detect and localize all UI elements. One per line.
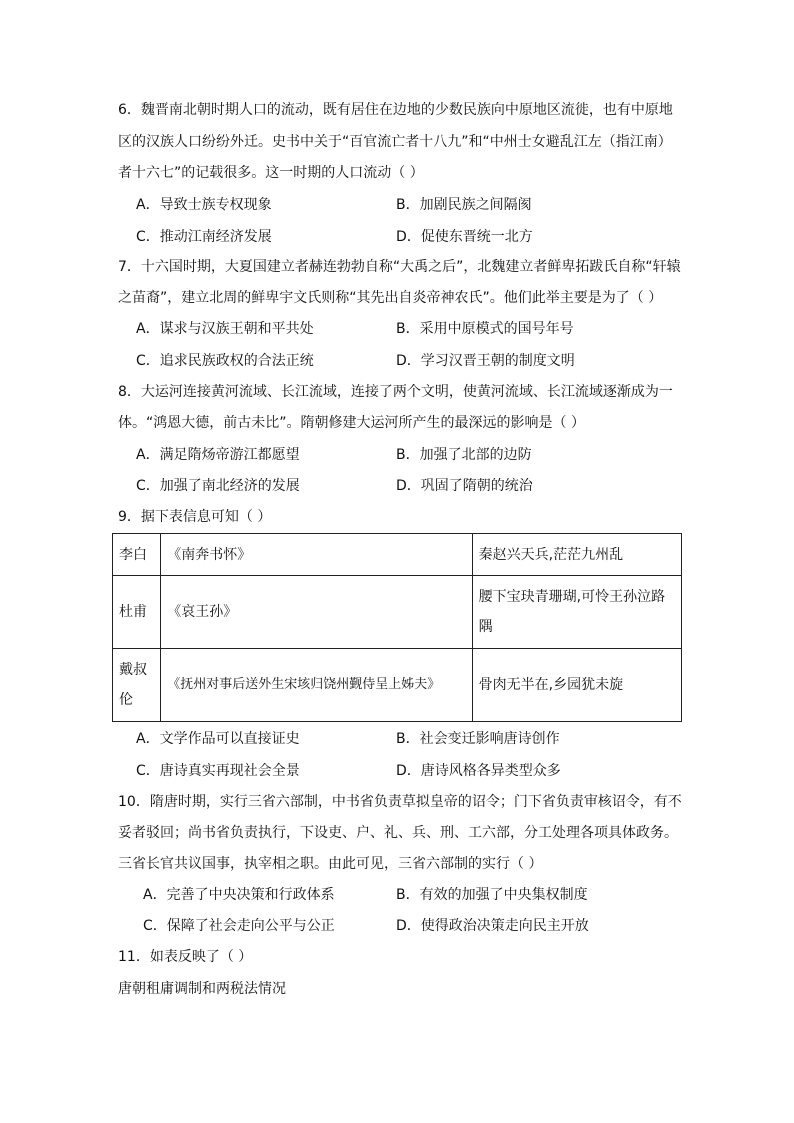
q8-option-d[interactable]: D．巩固了隋朝的统治 (396, 478, 533, 494)
q8-option-a[interactable]: A．满足隋炀帝游江都愿望 (136, 447, 300, 463)
q7-option-a[interactable]: A．谋求与汉族王朝和平共处 (136, 321, 314, 337)
q10-stem-line-3: 三省长官共议国事，执宰相之职。由此可见，三省六部制的实行（ ） (118, 856, 543, 872)
poem-line-cell: 腰下宝玦青珊瑚,可怜王孙泣路隅 (472, 576, 681, 649)
q10-stem-line-1: 10．隋唐时期，实行三省六部制，中书省负责草拟皇帝的诏令；门下省负责审核诏令，有不 (118, 794, 682, 810)
q9-option-d[interactable]: D．唐诗风格各异类型众多 (396, 763, 561, 779)
q6-stem-line-1: 6．魏晋南北朝时期人口的流动，既有居住在边地的少数民族向中原地区流徙，也有中原地 (118, 102, 673, 118)
q7-stem-line-1: 7．十六国时期，大夏国建立者赫连勃勃自称“大禹之后”，北魏建立者鲜卑拓跋氏自称“轩辕 (118, 259, 681, 275)
q6-stem-line-3: 者十六七”的记载很多。这一时期的人口流动（ ） (118, 165, 424, 181)
q10-option-c[interactable]: C．保障了社会走向公平与公正 (143, 918, 335, 934)
q10-stem-line-2: 妥者驳回；尚书省负责执行，下设吏、户、礼、兵、刑、工六部，分工处理各项具体政务。 (118, 825, 678, 841)
q8-stem-line-2: 体。“鸿恩大德，前古未比”。隋朝修建大运河所产生的最深远的影响是（ ） (118, 415, 585, 431)
poet-cell: 李白 (113, 534, 161, 576)
q6-option-c[interactable]: C．推动江南经济发展 (136, 229, 272, 245)
q6-option-d[interactable]: D．促使东晋统一北方 (396, 229, 533, 245)
q6-option-a[interactable]: A．导致士族专权现象 (136, 197, 272, 213)
q7-stem-line-2: 之苗裔”，建立北周的鲜卑宇文氏则称“其先出自炎帝神农氏”。他们此举主要是为了（ ） (118, 290, 663, 306)
q11-stem-line-1: 11．如表反映了（ ） (118, 949, 253, 965)
table-row (113, 534, 682, 576)
q10-option-a[interactable]: A．完善了中央决策和行政体系 (143, 887, 335, 903)
q10-option-d[interactable]: D．使得政治决策走向民主开放 (396, 918, 589, 934)
poet-cell: 戴叔伦 (113, 649, 161, 722)
q8-stem-line-1: 8．大运河连接黄河流域、长江流域，连接了两个文明，使黄河流域、长江流域逐渐成为一 (118, 384, 673, 400)
q11-table-caption: 唐朝租庸调制和两税法情况 (118, 981, 286, 997)
q6-stem-line-2: 区的汉族人口纷纷外迁。史书中关于“百官流亡者十八九”和“中州士女避乱江左（指江南） (118, 134, 672, 150)
q10-option-b[interactable]: B．有效的加强了中央集权制度 (396, 887, 588, 903)
poem-title-cell: 《哀王孙》 (161, 576, 472, 649)
q7-option-b[interactable]: B．采用中原模式的国号年号 (396, 321, 574, 337)
q6-option-b[interactable]: B．加剧民族之间隔阂 (396, 197, 532, 213)
table-row (113, 649, 682, 722)
table-row (113, 576, 682, 649)
q9-option-a[interactable]: A．文学作品可以直接证史 (136, 731, 300, 747)
q8-option-b[interactable]: B．加强了北部的边防 (396, 447, 532, 463)
poem-title-cell: 《南奔书怀》 (161, 534, 472, 576)
poem-table (112, 533, 682, 722)
q9-stem-line-1: 9．据下表信息可知（ ） (118, 509, 272, 525)
q8-option-c[interactable]: C．加强了南北经济的发展 (136, 478, 300, 494)
q7-option-d[interactable]: D．学习汉晋王朝的制度文明 (396, 353, 575, 369)
q7-option-c[interactable]: C．追求民族政权的合法正统 (136, 353, 314, 369)
poem-title-cell: 《抚州对事后送外生宋垓归饶州觐侍呈上姊夫》 (161, 649, 472, 722)
poet-cell: 杜甫 (113, 576, 161, 649)
poem-line-cell: 骨肉无半在,乡园犹未旋 (472, 649, 681, 722)
q9-option-b[interactable]: B．社会变迁影响唐诗创作 (396, 731, 560, 747)
q9-option-c[interactable]: C．唐诗真实再现社会全景 (136, 763, 300, 779)
poem-line-cell: 秦赵兴天兵,茫茫九州乱 (472, 534, 681, 576)
